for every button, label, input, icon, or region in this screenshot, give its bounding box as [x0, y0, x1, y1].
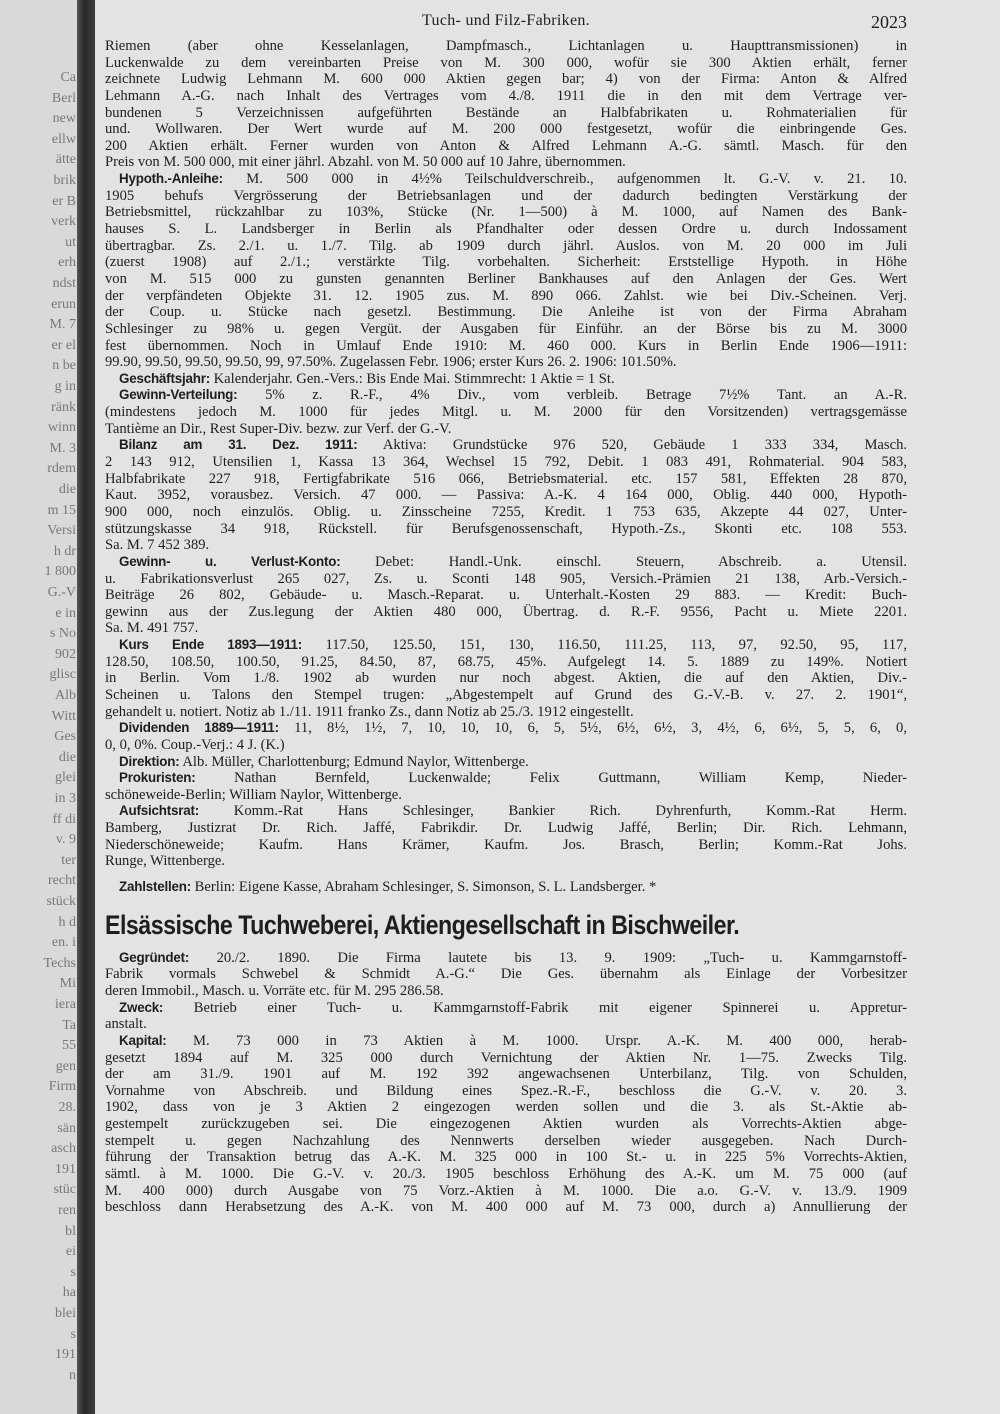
- adjacent-page-fragment: Techs: [43, 955, 76, 971]
- line-text: gesetzt 1894 auf M. 325 000 durch Vernichtung der Aktien Nr. 1—75. Zwecks Tilg.: [105, 1049, 907, 1066]
- text-line: [105, 487, 907, 504]
- adjacent-page-fragment: ha: [62, 1285, 76, 1301]
- line-text: 0, 0, 0%. Coup.-Verj.: 4 J. (K.): [105, 736, 285, 753]
- line-text: in Berlin. Vom 1./8. 1902 ab wurden nur noch abgest. Aktien, die auf den Aktien, Div.-: [105, 670, 907, 687]
- section-label: Zahlstellen:: [119, 879, 192, 895]
- line-text: (zuerst 1908) auf 2./1.; verstärkte Tilg. vorbehalten. Sicherheit: Erststellige Hypoth. in Höhe: [105, 254, 907, 271]
- text-line: [105, 1083, 907, 1100]
- adjacent-page-fragment: n be: [52, 358, 76, 374]
- text-line: [105, 770, 907, 787]
- text-line: [105, 571, 907, 588]
- adjacent-page-fragment: Witt: [51, 708, 76, 724]
- adjacent-page-fragment: ff di: [52, 811, 76, 827]
- text-line: [105, 454, 907, 471]
- text-line: [105, 421, 907, 438]
- adjacent-page-fragment: ätte: [55, 152, 76, 168]
- adjacent-page-fragment: ren: [58, 1203, 76, 1218]
- line-text: gehandelt u. notiert. Notiz ab 1./11. 1911 franko Zs., dann Notiz ab 25./3. 1912 eingestellt.: [105, 703, 634, 720]
- line-text: Tantième an Dir., Rest Super-Div. bezw. zur Verf. der G.-V.: [105, 420, 452, 437]
- line-text: Preis von M. 500 000, mit einer jährl. Abzahl. von M. 50 000 auf 10 Jahre, übernommen.: [105, 154, 626, 171]
- text-line: [105, 121, 907, 138]
- adjacent-page-fragment: asch: [51, 1141, 76, 1157]
- line-text: M. 500 000 in 4½% Teilschuldverschreib., aufgenommen lt. G.-V. v. 21. 10.: [246, 171, 907, 188]
- adjacent-page-fragment: M. 7: [49, 317, 76, 333]
- text-line: [105, 338, 907, 355]
- adjacent-page-edge: [0, 0, 78, 1414]
- line-text: Runge, Wittenberge.: [105, 853, 226, 870]
- section-label: Bilanz am 31. Dez. 1911:: [119, 437, 358, 453]
- adjacent-page-fragment: 191: [55, 1161, 76, 1177]
- line-text: Sa. M. 491 757.: [105, 620, 199, 637]
- section-label: Kurs Ende 1893—1911:: [119, 637, 302, 653]
- text-line: [105, 271, 907, 288]
- section-label: Prokuristen:: [119, 770, 196, 786]
- text-line: [105, 950, 907, 967]
- line-text: Alb. Müller, Charlottenburg; Edmund Naylor, Wittenberge.: [182, 753, 529, 770]
- adjacent-page-fragment: new: [52, 111, 76, 127]
- adjacent-page-fragment: h dr: [53, 543, 76, 559]
- adjacent-page-fragment: s: [70, 1326, 76, 1342]
- text-line: [105, 71, 907, 88]
- company-heading: Elsässische Tuchweberei, Aktiengesellschaft in Bischweiler.: [105, 909, 740, 940]
- section-label: Zweck:: [119, 999, 164, 1015]
- text-line: [105, 1099, 907, 1116]
- line-text: Kaut. 3952, vorausbez. Versich. 47 000. — Passiva: A.-K. 4 164 000, Oblig. 440 000, Hypoth-: [105, 487, 907, 504]
- line-text: deren Immobil., Masch. u. Vorräte etc. für M. 295 286.58.: [105, 982, 444, 999]
- adjacent-page-fragment: Berl: [51, 90, 76, 106]
- spacer: [105, 870, 907, 879]
- line-text: Nathan Bernfeld, Luckenwalde; Felix Guttmann, William Kemp, Nieder-: [234, 770, 907, 787]
- adjacent-page-fragment: gen: [55, 1058, 76, 1074]
- line-text: Debet: Handl.-Unk. einschl. Steuern, Abschreib. a. Utensil.: [375, 553, 907, 570]
- adjacent-page-fragment: glei: [55, 770, 76, 786]
- adjacent-page-fragment: ut: [65, 234, 76, 250]
- paragraph: [105, 1000, 907, 1033]
- line-text: stützungskasse 34 918, Rückstell. für Berufsgenossenschaft, Hypoth.-Zs., Skonti etc. 108 553.: [105, 520, 907, 537]
- line-text: 20./2. 1890. Die Firma lautete bis 13. 9. 1909: „Tuch- u. Kammgarnstoff-: [216, 949, 907, 966]
- section-label: Kapital:: [119, 1032, 167, 1048]
- section-label: Hypoth.-Anleihe:: [119, 171, 223, 187]
- adjacent-page-fragment: Firm: [48, 1079, 76, 1095]
- adjacent-page-fragment: sän: [57, 1120, 76, 1136]
- section-label: Gegründet:: [119, 949, 190, 965]
- adjacent-page-fragment: s: [70, 1264, 76, 1280]
- paragraph: [105, 437, 907, 553]
- line-text: stempelt u. gegen Nachzahlung des Nennwerts derselben wieder ausgegeben. Nach Durch-: [105, 1132, 907, 1149]
- text-line: [105, 254, 907, 271]
- paragraph: [105, 554, 907, 637]
- adjacent-page-fragment: ei: [65, 1244, 76, 1260]
- text-line: [105, 504, 907, 521]
- adjacent-page-fragment: M. 3: [49, 440, 76, 456]
- paragraph: [105, 1033, 907, 1216]
- text-line: [105, 670, 907, 687]
- adjacent-page-fragment: G.-V: [47, 585, 76, 600]
- section-label: Geschäftsjahr:: [119, 370, 210, 386]
- text-line: [105, 105, 907, 122]
- line-text: Beiträge 26 802, Gebäude- u. Masch.-Reparat. u. Unterhalt.-Kosten 29 883. — Kredit: Buch-: [105, 587, 907, 604]
- text-line: [105, 1033, 907, 1050]
- adjacent-page-fragment: er el: [51, 337, 76, 353]
- line-text: u. Fabrikationsverlust 265 027, Zs. u. Sconti 148 905, Versich.-Prämien 21 138, Arb.-Versich.-: [105, 570, 907, 587]
- line-text: Betrieb einer Tuch- u. Kammgarnstoff-Fabrik mit eigener Spinnerei u. Appretur-: [193, 999, 907, 1016]
- text-line: [105, 471, 907, 488]
- adjacent-page-fragment: recht: [48, 873, 76, 889]
- text-line: [105, 1149, 907, 1166]
- text-line: [105, 604, 907, 621]
- text-line: [105, 321, 907, 338]
- line-text: Betriebsmittel, rückzahlbar zu 103%, Stücke (Nr. 1—500) à M. 1000, auf Namen des Bank-: [105, 204, 907, 221]
- text-line: [105, 879, 907, 896]
- adjacent-page-fragment: g in: [54, 379, 76, 394]
- line-text: gewinn aus der Zus.legung der Aktien 480 000, Übertrag. d. R.-F. 9556, Pacht u. Miete 2201.: [105, 603, 907, 620]
- line-text: führung der Transaktion betrug das A.-K. M. 325 000 in 100 St.- u. in 225 5% Vorrechts-Aktien,: [105, 1149, 907, 1166]
- line-text: fest übernommen. Noch in Umlauf Ende 1910: M. 460 000. Kurs in Berlin Ende 1906—1911:: [105, 337, 907, 354]
- text-line: [105, 853, 907, 870]
- line-text: 5% z. R.-F., 4% Div., vom verbleib. Betrage 7½% Tant. an A.-R.: [265, 387, 907, 404]
- paragraph: [105, 637, 907, 720]
- text-line: [105, 387, 907, 404]
- adjacent-page-fragment: s No: [49, 626, 76, 642]
- adjacent-page-fragment: h d: [58, 914, 76, 930]
- text-line: [105, 1050, 907, 1067]
- paragraph: [105, 950, 907, 1000]
- adjacent-page-fragment: in 3: [54, 791, 76, 806]
- line-text: zeichnete Ludwig Lehmann M. 600 000 Aktien gegen bar; 4) von der Firma: Anton & Alfred: [105, 71, 907, 88]
- line-text: hauses S. L. Landsberger in Berlin als Pfandhalter oder dessen Ordre u. durch Indossament: [105, 221, 907, 238]
- text-line: [105, 687, 907, 704]
- line-text: Lehmann A.-G. nach Inhalt des Vertrages vom 4./8. 1911 die in den mit dem Vertrage ver-: [105, 87, 907, 104]
- line-text: Sa. M. 7 452 389.: [105, 537, 210, 554]
- page-number: 2023: [871, 12, 907, 32]
- line-text: (mindestens jedoch M. 1000 für jedes Mitgl. u. M. 2000 für den Vorsitzenden) vertragsgemässe: [105, 404, 907, 421]
- section-label: Dividenden 1889—1911:: [119, 720, 279, 736]
- text-line: [105, 637, 907, 654]
- running-header: [105, 12, 907, 34]
- line-text: 1905 behufs Vergrösserung der Betriebsanlagen und der dadurch bedingten Verstärkung der: [105, 187, 907, 204]
- text-line: [105, 371, 907, 388]
- section-label: Gewinn-Verteilung:: [119, 387, 238, 403]
- paragraph: [105, 171, 907, 371]
- line-text: von M. 515 000 zu gunsten genannten Berliner Bankhauses auf den Anlagen der Ges. Wert: [105, 270, 907, 287]
- adjacent-page-fragment: die: [58, 482, 76, 497]
- line-text: M. 400 000) durch Ausgabe von 75 Vorz.-Aktien à M. 1000. Die a.o. G.-V. v. 13./9. 1909: [105, 1182, 907, 1199]
- line-text: Berlin: Eigene Kasse, Abraham Schlesinger, S. Simonson, S. L. Landsberger. *: [194, 879, 657, 896]
- adjacent-page-fragment: Mi: [59, 976, 76, 992]
- adjacent-page-fragment: 191: [55, 1347, 76, 1363]
- text-line: [105, 983, 907, 1000]
- line-text: Schlesinger zu 98% u. gegen Vergüt. der Ausgaben für Einführ. an der Börse bis zu M. 3000: [105, 320, 907, 337]
- running-title: Tuch- und Filz-Fabriken.: [422, 12, 590, 29]
- line-text: gestempelt zurückzugeben sei. Die eingezogenen Aktien wurden als Vorrechts-Aktien abge-: [105, 1116, 907, 1133]
- text-line: [105, 1183, 907, 1200]
- text-line: [105, 966, 907, 983]
- adjacent-page-fragment: rdem: [47, 461, 76, 477]
- line-text: Vornahme von Abschreib. und Bildung eines Spez.-R.-F., beschloss die G.-V. v. 20. 3.: [105, 1082, 907, 1099]
- line-text: Halbfabrikate 227 918, Fertigfabrikate 516 066, Betriebsmaterial. etc. 157 581, Effekten 28 870,: [105, 470, 907, 487]
- adjacent-page-fragment: stück: [46, 894, 76, 909]
- line-text: Luckenwalde zu dem vereinbarten Preise von M. 300 000, wofür sie 300 Aktien erhält, ferner: [105, 54, 907, 71]
- adjacent-page-fragment: ter: [61, 852, 76, 868]
- adjacent-page-fragment: ndst: [52, 276, 76, 291]
- line-text: der Coup. u. Stücke nach gesetzl. Bestimmung. Die Anleihe ist von der Firma Abraham: [105, 304, 907, 321]
- line-text: M. 73 000 in 73 Aktien à M. 1000. Urspr. A.-K. M. 400 000, herab-: [192, 1032, 907, 1049]
- adjacent-page-fragment: e in: [55, 605, 76, 621]
- adjacent-page-fragment: ränk: [51, 399, 76, 415]
- adjacent-page-fragment: die: [58, 749, 76, 765]
- adjacent-page-fragment: 902: [55, 646, 76, 662]
- line-text: 200 Aktien erhält. Ferner wurden von Anton & Alfred Lehmann A.-G. sämtl. Masch. für den: [105, 137, 907, 154]
- text-line: [105, 437, 907, 454]
- adjacent-page-fragment: 28.: [58, 1100, 76, 1115]
- adjacent-page-fragment: ellw: [51, 131, 76, 147]
- line-text: 11, 8½, 1½, 7, 10, 10, 10, 6, 5, 5½, 6½, 6½, 3, 4½, 6, 6½, 5, 5, 6, 0,: [294, 720, 907, 737]
- text-line: [105, 587, 907, 604]
- adjacent-page-fragment: stüc: [53, 1182, 76, 1198]
- adjacent-page-fragment: iera: [55, 997, 76, 1012]
- text-line: [105, 1133, 907, 1150]
- line-text: übertragbar. Zs. 2./1. u. 1./7. Tilg. ab 1909 durch jährl. Auslos. von M. 20 000 im Juli: [105, 237, 907, 254]
- section-label: Direktion:: [119, 753, 180, 769]
- adjacent-page-fragment: m 15: [47, 502, 76, 518]
- adjacent-page-fragment: blei: [55, 1306, 76, 1321]
- adjacent-page-fragment: winn: [48, 420, 76, 436]
- text-line: [105, 787, 907, 804]
- line-text: 900 000, noch einzulös. Oblig. u. Zinsscheine 7255, Kredit. 1 753 635, Akzepte 44 027, Unter-: [105, 503, 907, 520]
- text-line: [105, 803, 907, 820]
- adjacent-page-fragment: erh: [58, 255, 76, 271]
- adjacent-page-fragment: verk: [51, 214, 76, 230]
- adjacent-page-fragment: glisc: [49, 667, 76, 683]
- paragraph: [105, 754, 907, 771]
- line-text: 1902, dass von je 3 Aktien 2 eingezogen werden sollen und die 3. als St.-Aktie ab-: [105, 1099, 907, 1116]
- text-line: [105, 221, 907, 238]
- paragraph: [105, 720, 907, 753]
- text-line: [105, 554, 907, 571]
- adjacent-page-fragment: brik: [53, 173, 76, 188]
- text-line: [105, 138, 907, 155]
- line-text: sämtl. à M. 1000. Die G.-V. v. 20./3. 1905 beschloss Erhöhung des A.-K. um M. 75 000 (auf: [105, 1166, 907, 1182]
- line-text: 117.50, 125.50, 151, 130, 116.50, 111.25, 113, 97, 92.50, 95, 117,: [325, 637, 907, 654]
- text-line: [105, 1199, 907, 1216]
- text-line: [105, 820, 907, 837]
- adjacent-page-fragment: 55: [62, 1038, 76, 1054]
- adjacent-page-fragment: 1 800: [44, 564, 76, 580]
- line-text: Riemen (aber ohne Kesselanlagen, Dampfmasch., Lichtanlagen u. Haupttransmissionen) in: [105, 38, 907, 54]
- adjacent-page-fragment: bl: [65, 1223, 76, 1239]
- line-text: beschloss dann Herabsetzung des A.-K. von M. 400 000 auf M. 73 000, durch a) Annullierung der: [105, 1199, 907, 1216]
- adjacent-page-fragment: Ca: [60, 70, 76, 85]
- text-line: [105, 188, 907, 205]
- line-text: Bamberg, Justizrat Dr. Rich. Jaffé, Fabrikdir. Dr. Ludwig Jaffé, Berlin; Dir. Rich. Lehmann,: [105, 820, 907, 837]
- text-line: [105, 720, 907, 737]
- adjacent-page-fragment: erun: [51, 296, 76, 312]
- line-text: 2 143 912, Utensilien 1, Kassa 13 364, Wechsel 15 792, Debit. 1 083 491, Rohmaterial. 904 583,: [105, 454, 907, 471]
- text-line: [105, 204, 907, 221]
- line-text: bundenen 5 Verzeichnissen aufgeführten Bestände an Halbfabrikaten u. Rohmaterialien für: [105, 104, 907, 121]
- section-label: Gewinn- u. Verlust-Konto:: [119, 553, 341, 569]
- adjacent-page-fragment: Ges: [54, 729, 76, 745]
- text-column: [105, 38, 907, 1216]
- adjacent-page-fragment: n: [69, 1367, 76, 1383]
- text-line: [105, 154, 907, 171]
- text-line: [105, 537, 907, 554]
- paragraph: [105, 803, 907, 870]
- text-line: [105, 754, 907, 771]
- text-line: [105, 1116, 907, 1133]
- adjacent-page-fragment: Alb: [55, 688, 76, 703]
- adjacent-page-fragment: er B: [52, 193, 76, 209]
- line-text: der am 31./9. 1901 auf M. 192 392 angewachsenen Unterbilanz, Tilg. von Schulden,: [105, 1066, 907, 1083]
- line-text: 128.50, 108.50, 100.50, 91.25, 84.50, 87, 68.75, 45%. Aufgelegt 14. 5. 1889 zu 149%. Notiert: [105, 653, 907, 670]
- line-text: Scheinen u. Talons den Stempel trugen: „Abgestempelt auf Grund des G.-V.-B. v. 27. 2. 1901“,: [105, 686, 907, 703]
- text-line: [105, 171, 907, 188]
- text-line: [105, 654, 907, 671]
- text-line: [105, 704, 907, 721]
- line-text: Komm.-Rat Hans Schlesinger, Bankier Rich. Dyhrenfurth, Komm.-Rat Herm.: [233, 803, 907, 820]
- text-line: [105, 55, 907, 72]
- line-text: 99.90, 99.50, 99.50, 99.50, 99, 97.50%. Zugelassen Febr. 1906; erster Kurs 26. 2. 1906: 101.50%.: [105, 354, 677, 371]
- section-label: Aufsichtsrat:: [119, 803, 199, 819]
- paragraph: [105, 879, 907, 896]
- line-text: und. Wollwaren. Der Wert wurde auf M. 200 000 festgesetzt, wofür die einbringende Ges.: [105, 121, 907, 138]
- adjacent-page-fragment: v. 9: [55, 832, 76, 848]
- text-line: [105, 238, 907, 255]
- line-text: schöneweide-Berlin; William Naylor, Wittenberge.: [105, 786, 402, 803]
- line-text: der verpfändeten Objekte 31. 12. 1905 zus. M. 890 066. Zahlst. wie bei Div.-Scheinen. Verj.: [105, 287, 907, 304]
- text-line: [105, 521, 907, 538]
- paragraph: [105, 38, 907, 171]
- paragraph: [105, 371, 907, 388]
- paragraph: [105, 387, 907, 437]
- paragraph: [105, 770, 907, 803]
- text-line: [105, 304, 907, 321]
- page-binding-shadow: [77, 0, 95, 1414]
- text-line: [105, 620, 907, 637]
- adjacent-page-fragment: Versi: [47, 523, 76, 539]
- text-line: [105, 1166, 907, 1183]
- text-line: [105, 354, 907, 371]
- line-text: Aktiva: Grundstücke 976 520, Gebäude 1 333 334, Masch.: [382, 437, 907, 454]
- text-line: [105, 88, 907, 105]
- text-line: [105, 288, 907, 305]
- text-line: [105, 1066, 907, 1083]
- line-text: Niederschöneweide; Kaufm. Hans Krämer, Kaufm. Jos. Brasch, Berlin; Komm.-Rat Johs.: [105, 836, 907, 853]
- line-text: Fabrik vormals Schwebel & Schmidt A.-G.“ Die Ges. übernahm als Einlage der Vorbesitzer: [105, 966, 907, 983]
- adjacent-page-fragment: Ta: [62, 1017, 76, 1033]
- text-line: [105, 1000, 907, 1017]
- text-line: [105, 1016, 907, 1033]
- text-line: [105, 38, 907, 55]
- line-text: anstalt.: [105, 1016, 147, 1033]
- line-text: Kalenderjahr. Gen.-Vers.: Bis Ende Mai. Stimmrecht: 1 Aktie = 1 St.: [213, 370, 615, 387]
- adjacent-page-fragment: en. i: [51, 935, 76, 951]
- text-line: [105, 737, 907, 754]
- text-line: [105, 404, 907, 421]
- text-line: [105, 837, 907, 854]
